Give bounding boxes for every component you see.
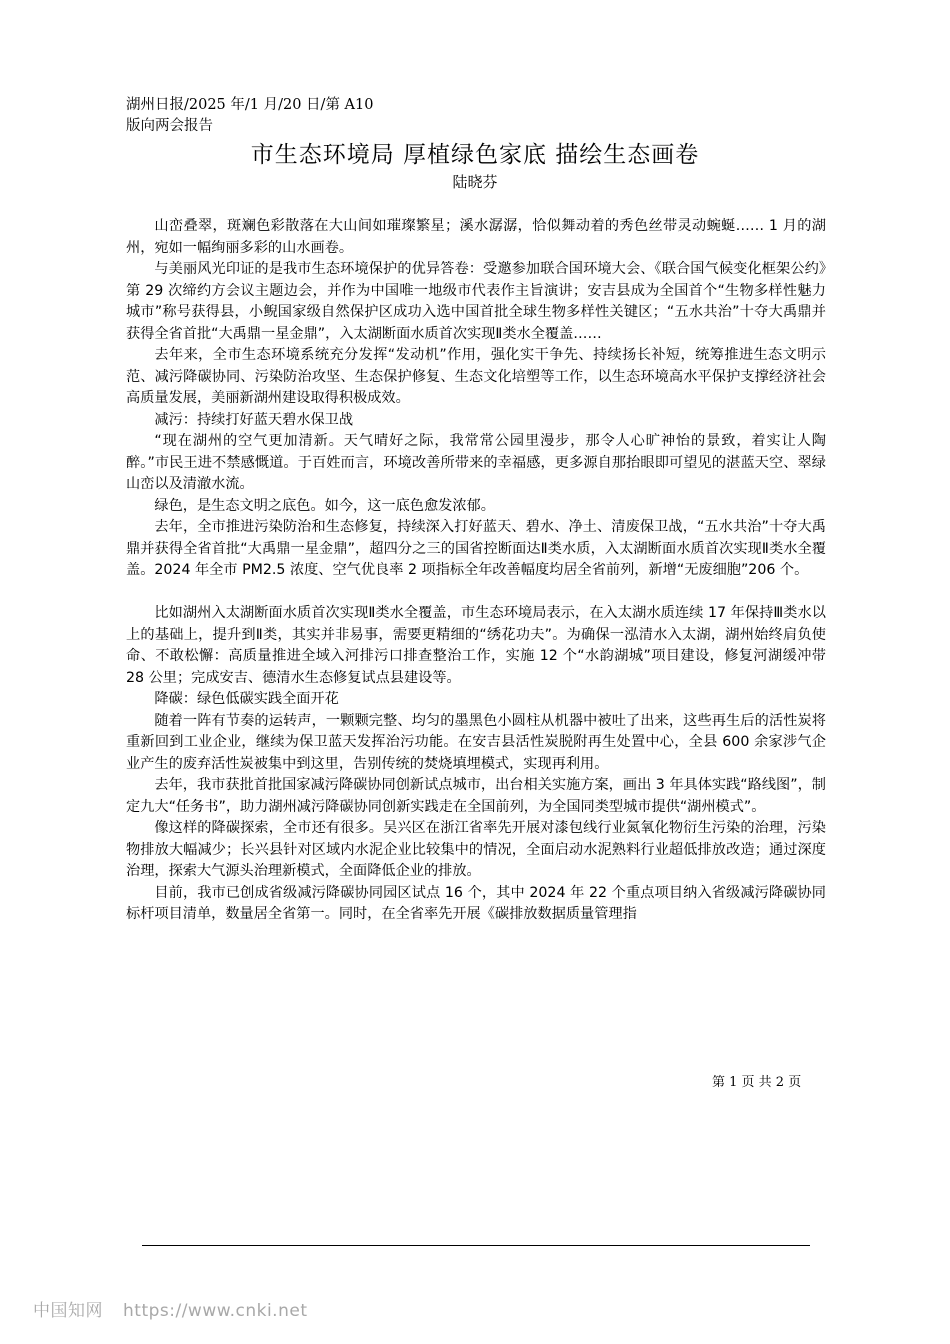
paragraph: 去年，全市推进污染防治和生态修复，持续深入打好蓝天、碧水、净土、清废保卫战，“五水共治”十夺大禹鼎并获得全省首批“大禹鼎一星金鼎”，超四分之三的国省控断面达Ⅱ类水质，入太湖断面水质首次实现Ⅱ类水全覆盖。2024 年全市 PM2.5 浓度、空气优良率 2 项指标全年改善幅度均居全省前列，新增“无废细胞”206 个。 [126,519,826,578]
footer-divider [142,1245,810,1246]
article-author: 陆晓芬 [452,173,498,191]
source-line: 湖州日报/2025 年/1 月/20 日/第 A10 [126,97,374,113]
page-indicator: 第 1 页 共 2 页 [712,1075,802,1090]
article-title: 市生态环境局 厚植绿色家底 描绘生态画卷 [250,142,700,168]
paragraph: 去年来，全市生态环境系统充分发挥“发动机”作用，强化实干争先、持续扬长补短，统筹推进生态文明示范、减污降碳协同、污染防治攻坚、生态保护修复、生态文化培塑等工作，以生态环境高水平保护支撑经济社会高质量发展，美丽新湖州建设取得积极成效。 [126,347,826,406]
watermark-url: https://www.cnki.net [123,1301,308,1321]
section-line: 版向两会报告 [126,118,213,134]
paragraph: “现在湖州的空气更加清新。天气晴好之际，我常常公园里漫步，那令人心旷神怡的景致，着实让人陶醉。”市民王进不禁感慨道。于百姓而言，环境改善所带来的幸福感，更多源自那抬眼即可望见的湛蓝天空、翠绿山峦以及清澈水流。 [126,433,826,492]
cnki-watermark [33,1296,327,1321]
paragraph: 比如湖州入太湖断面水质首次实现Ⅱ类水全覆盖，市生态环境局表示，在入太湖水质连续 17 年保持Ⅲ类水以上的基础上，提升到Ⅱ类，其实并非易事，需要更精细的“绣花功夫”。为确保一泓清水入太湖，湖州始终肩负使命、不敢松懈：高质量推进全域入河排污口排查整治工作，实施 12 个“水韵湖城”项目建设，修复河湖缓冲带 28 公里；完成安吉、德清水生态修复试点县建设等。 [126,605,826,686]
paragraph: 去年，我市获批首批国家减污降碳协同创新试点城市，出台相关实施方案，画出 3 年具体实践“路线图”，制定九大“任务书”，助力湖州减污降碳协同创新实践走在全国前列，为全国同类型城市提供“湖州模式”。 [126,777,826,815]
paragraph: 山峦叠翠，斑斓色彩散落在大山间如璀璨繁星；溪水潺潺，恰似舞动着的秀色丝带灵动蜿蜒…… 1 月的湖州，宛如一幅绚丽多彩的山水画卷。 [126,218,826,256]
watermark-brand: 中国知网 [33,1301,103,1321]
paragraph: 像这样的降碳探索，全市还有很多。吴兴区在浙江省率先开展对漆包线行业氮氧化物衍生污染的治理，污染物排放大幅减少；长兴县针对区域内水泥企业比较集中的情况，全面启动水泥熟料行业超低排放改造；通过深度治理，探索大气源头治理新模式，全面降低企业的排放。 [126,820,826,879]
paragraph: 目前，我市已创成省级减污降碳协同园区试点 16 个，其中 2024 年 22 个重点项目纳入省级减污降碳协同标杆项目清单，数量居全省第一。同时，在全省率先开展《碳排放数据质量管理指 [126,884,826,922]
paragraph: 绿色，是生态文明之底色。如今，这一底色愈发浓郁。 [154,497,495,514]
article-body [126,216,826,926]
paragraph: 与美丽风光印证的是我市生态环境保护的优异答卷：受邀参加联合国环境大会、《联合国气候变化框架公约》第 29 次缔约方会议主题边会，并作为中国唯一地级市代表作主旨演讲；安吉县成为全国首个“生物多样性魅力城市”称号获得县，小鲵国家级自然保护区成功入选中国首批全球生物多样性关键区；“五水共治”十夺大禹鼎并获得全省首批“大禹鼎一星金鼎”，入太湖断面水质首次实现Ⅱ类水全覆盖…… [126,261,826,342]
section-heading: 减污：持续打好蓝天碧水保卫战 [154,411,354,428]
paragraph: 随着一阵有节奏的运转声，一颗颗完整、均匀的墨黑色小圆柱从机器中被吐了出来，这些再生后的活性炭将重新回到工业企业，继续为保卫蓝天发挥治污功能。在安吉县活性炭脱附再生处置中心，全县 600 余家涉气企业产生的废弃活性炭被集中到这里，告别传统的焚烧填埋模式，实现再利用。 [126,712,826,772]
section-heading: 降碳：绿色低碳实践全面开花 [154,691,339,707]
paragraph-spacer [126,582,826,604]
